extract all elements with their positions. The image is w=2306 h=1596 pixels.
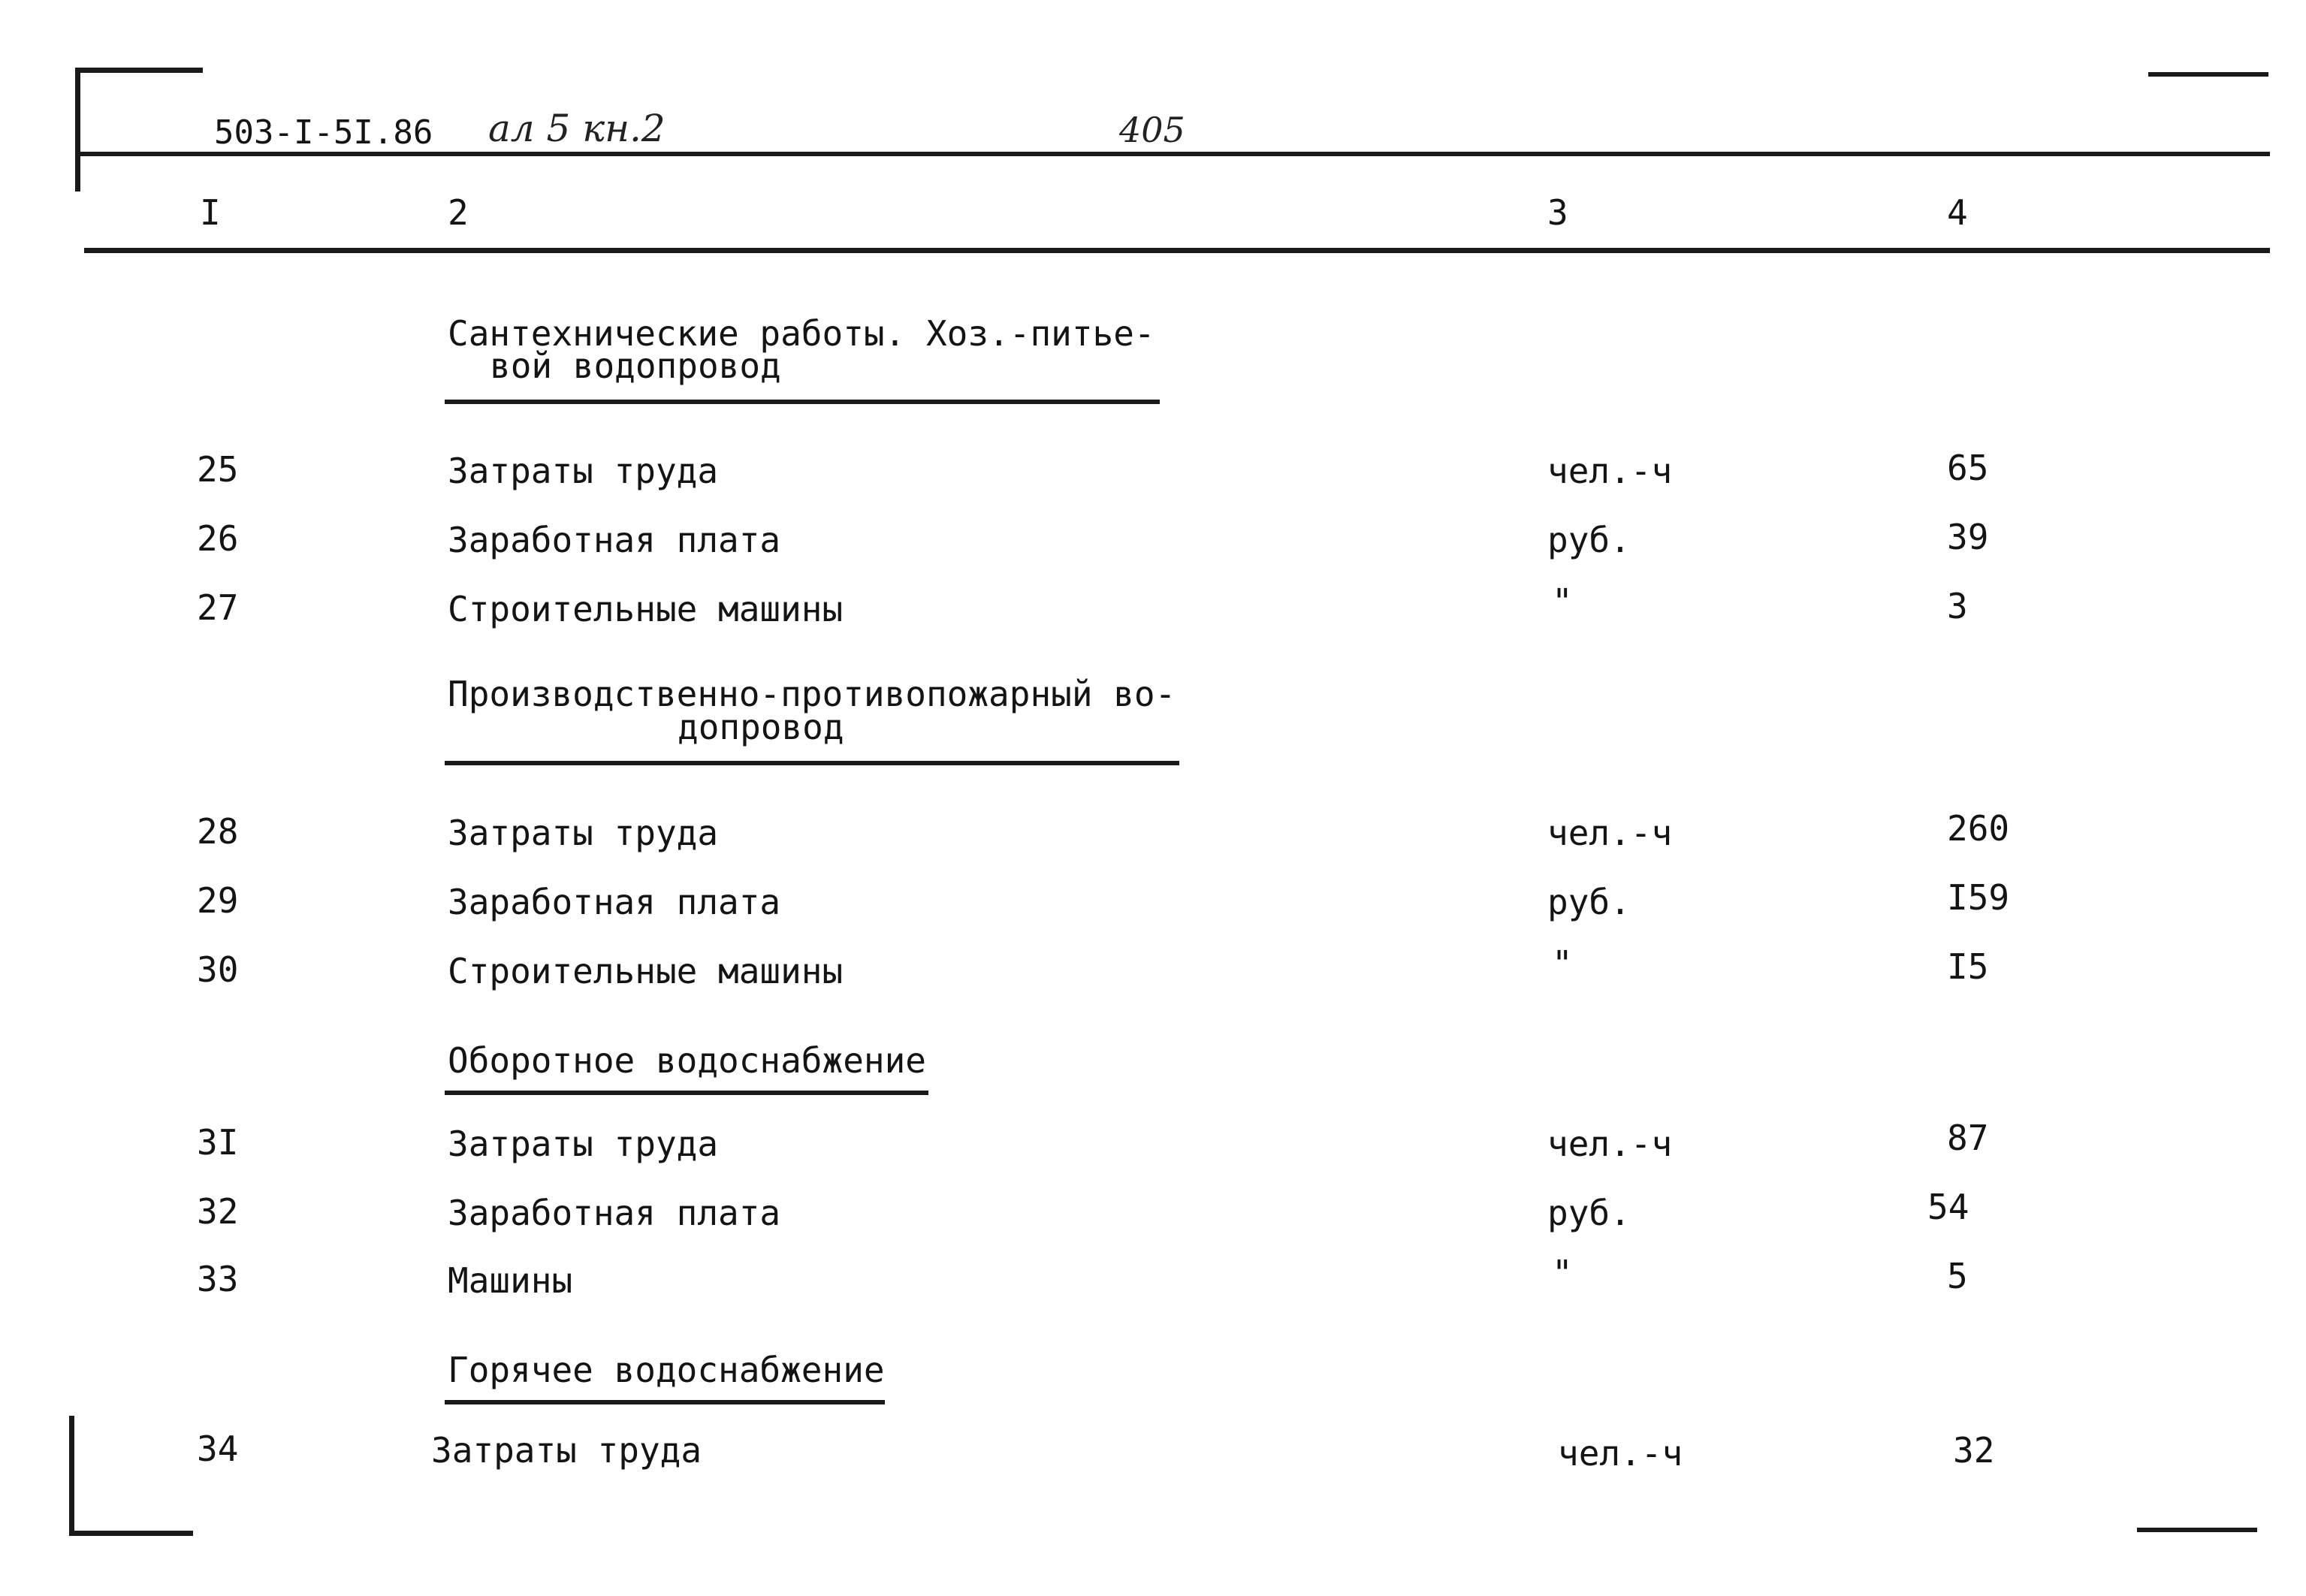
row-value: I5 xyxy=(1947,946,1989,987)
row-name: Строительные машины xyxy=(448,589,844,629)
row-unit: чел.-ч xyxy=(1547,813,1673,853)
section-title-line1: Сантехнические работы. Хоз.-питье- xyxy=(448,313,1155,354)
row-unit: руб. xyxy=(1547,1193,1631,1233)
row-value: 3 xyxy=(1947,586,1968,626)
col-header-2: 2 xyxy=(448,192,469,233)
col-header-3: 3 xyxy=(1547,192,1568,233)
section-title-line1: Горячее водоснабжение xyxy=(448,1350,885,1390)
row-value: 54 xyxy=(1927,1187,1969,1227)
row-unit: руб. xyxy=(1547,520,1631,560)
document-code: 503-I-5I.86 xyxy=(214,113,433,152)
row-name: Затраты труда xyxy=(448,1124,719,1164)
row-name: Затраты труда xyxy=(431,1430,702,1471)
row-value: 65 xyxy=(1947,448,1989,488)
row-unit: чел.-ч xyxy=(1558,1433,1683,1474)
section-title-line2: вой водопровод xyxy=(490,345,781,386)
row-value: 5 xyxy=(1947,1256,1968,1296)
row-value: 87 xyxy=(1947,1118,1989,1158)
row-num: 25 xyxy=(197,449,239,490)
row-name: Машины xyxy=(448,1260,573,1301)
section-underline xyxy=(445,1091,928,1095)
section-title-line1: Производственно-противопожарный во- xyxy=(448,674,1176,714)
col-header-1: I xyxy=(200,192,221,233)
section-title-line2: допровод xyxy=(678,707,844,747)
row-unit: руб. xyxy=(1547,882,1631,922)
row-name: Затраты труда xyxy=(448,451,719,491)
row-value: 260 xyxy=(1947,808,2010,849)
section-underline xyxy=(445,400,1160,404)
header-rule xyxy=(80,152,2270,156)
row-unit: чел.-ч xyxy=(1547,1124,1673,1164)
row-unit: " xyxy=(1552,943,1573,984)
section-underline xyxy=(445,1400,885,1404)
row-name: Заработная плата xyxy=(448,1193,781,1233)
row-num: 28 xyxy=(197,811,239,852)
frame-corner-bottom-left-v xyxy=(69,1416,74,1536)
section-title-line1: Оборотное водоснабжение xyxy=(448,1040,926,1081)
row-unit: чел.-ч xyxy=(1547,451,1673,491)
row-unit: " xyxy=(1552,1253,1573,1293)
frame-corner-bottom-left-h xyxy=(69,1531,193,1536)
handwritten-note: ал 5 кн.2 xyxy=(488,107,666,150)
row-name: Заработная плата xyxy=(448,520,781,560)
row-num: 27 xyxy=(197,587,239,628)
row-num: 30 xyxy=(197,949,239,990)
row-num: 32 xyxy=(197,1191,239,1232)
col-header-4: 4 xyxy=(1947,192,1968,233)
row-value: 32 xyxy=(1953,1430,1995,1471)
row-name: Заработная плата xyxy=(448,882,781,922)
row-value: I59 xyxy=(1947,877,2010,918)
row-value: 39 xyxy=(1947,517,1989,557)
row-unit: " xyxy=(1552,581,1573,622)
page-number: 405 xyxy=(1119,110,1185,150)
column-header-rule xyxy=(84,248,2270,253)
row-name: Строительные машины xyxy=(448,951,844,991)
row-num: 26 xyxy=(197,518,239,559)
frame-corner-top-right xyxy=(2148,72,2268,77)
frame-corner-top-left-h xyxy=(75,68,203,73)
row-name: Затраты труда xyxy=(448,813,719,853)
frame-corner-bottom-right xyxy=(2137,1528,2257,1532)
row-num: 33 xyxy=(197,1259,239,1299)
row-num: 29 xyxy=(197,880,239,921)
frame-corner-top-left-v xyxy=(75,68,80,192)
row-num: 3I xyxy=(197,1122,239,1163)
section-underline xyxy=(445,761,1179,765)
row-num: 34 xyxy=(197,1429,239,1469)
